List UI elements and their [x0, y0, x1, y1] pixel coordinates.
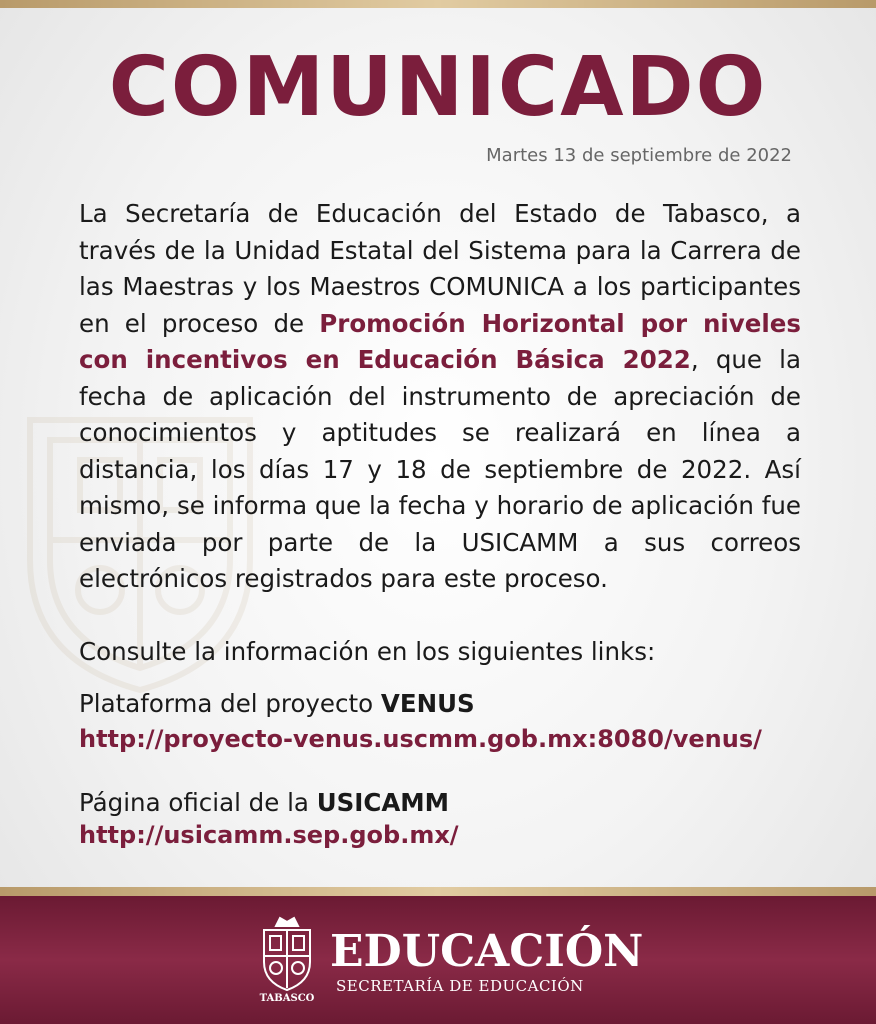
venus-link[interactable]: http://proyecto-venus.uscmm.gob.mx:8080/venus/ [79, 725, 762, 753]
venus-name: VENUS [380, 689, 475, 718]
usicamm-page-label [79, 786, 839, 820]
body-text-part-1: La Secretaría de Educación del Estado de Tabasco, a través de la Unidad Estatal del Sistema para la Carrera de las Maestras y los Maestros COMUNICA a los participantes en el proceso de [79, 199, 801, 338]
page-title: COMUNICADO [108, 40, 768, 135]
usicamm-name: USICAMM [316, 788, 450, 817]
venus-label-text: Plataforma del proyecto [79, 689, 381, 718]
top-gold-divider [0, 0, 876, 8]
footer-title: EDUCACIÓN [330, 926, 644, 977]
footer-subtitle: SECRETARÍA DE EDUCACIÓN [336, 977, 584, 995]
publication-date: Martes 13 de septiembre de 2022 [486, 145, 792, 166]
announcement-body [79, 196, 801, 598]
bottom-gold-divider [0, 887, 876, 896]
usicamm-label-text: Página oficial de la [79, 788, 317, 817]
venus-platform-label [79, 687, 839, 721]
seal-label: TABASCO [259, 993, 315, 1004]
body-text-part-2: , que la fecha de aplicación del instrumento de apreciación de conocimientos y aptitudes se realizará en línea a distancia, los días 17 y 18 de septiembre de 2022. Así mismo, se informa que la fecha y horario de aplicación fue enviada por parte de la USICAMM a sus correos electrónicos registrados para este proceso. [79, 345, 801, 593]
tabasco-coat-of-arms-icon [258, 916, 316, 994]
links-intro: Consulte la información en los siguientes links: [79, 637, 656, 666]
program-name-highlight: Promoción Horizontal por niveles con incentivos en Educación Básica 2022 [79, 308, 801, 374]
usicamm-link[interactable]: http://usicamm.sep.gob.mx/ [79, 821, 459, 849]
